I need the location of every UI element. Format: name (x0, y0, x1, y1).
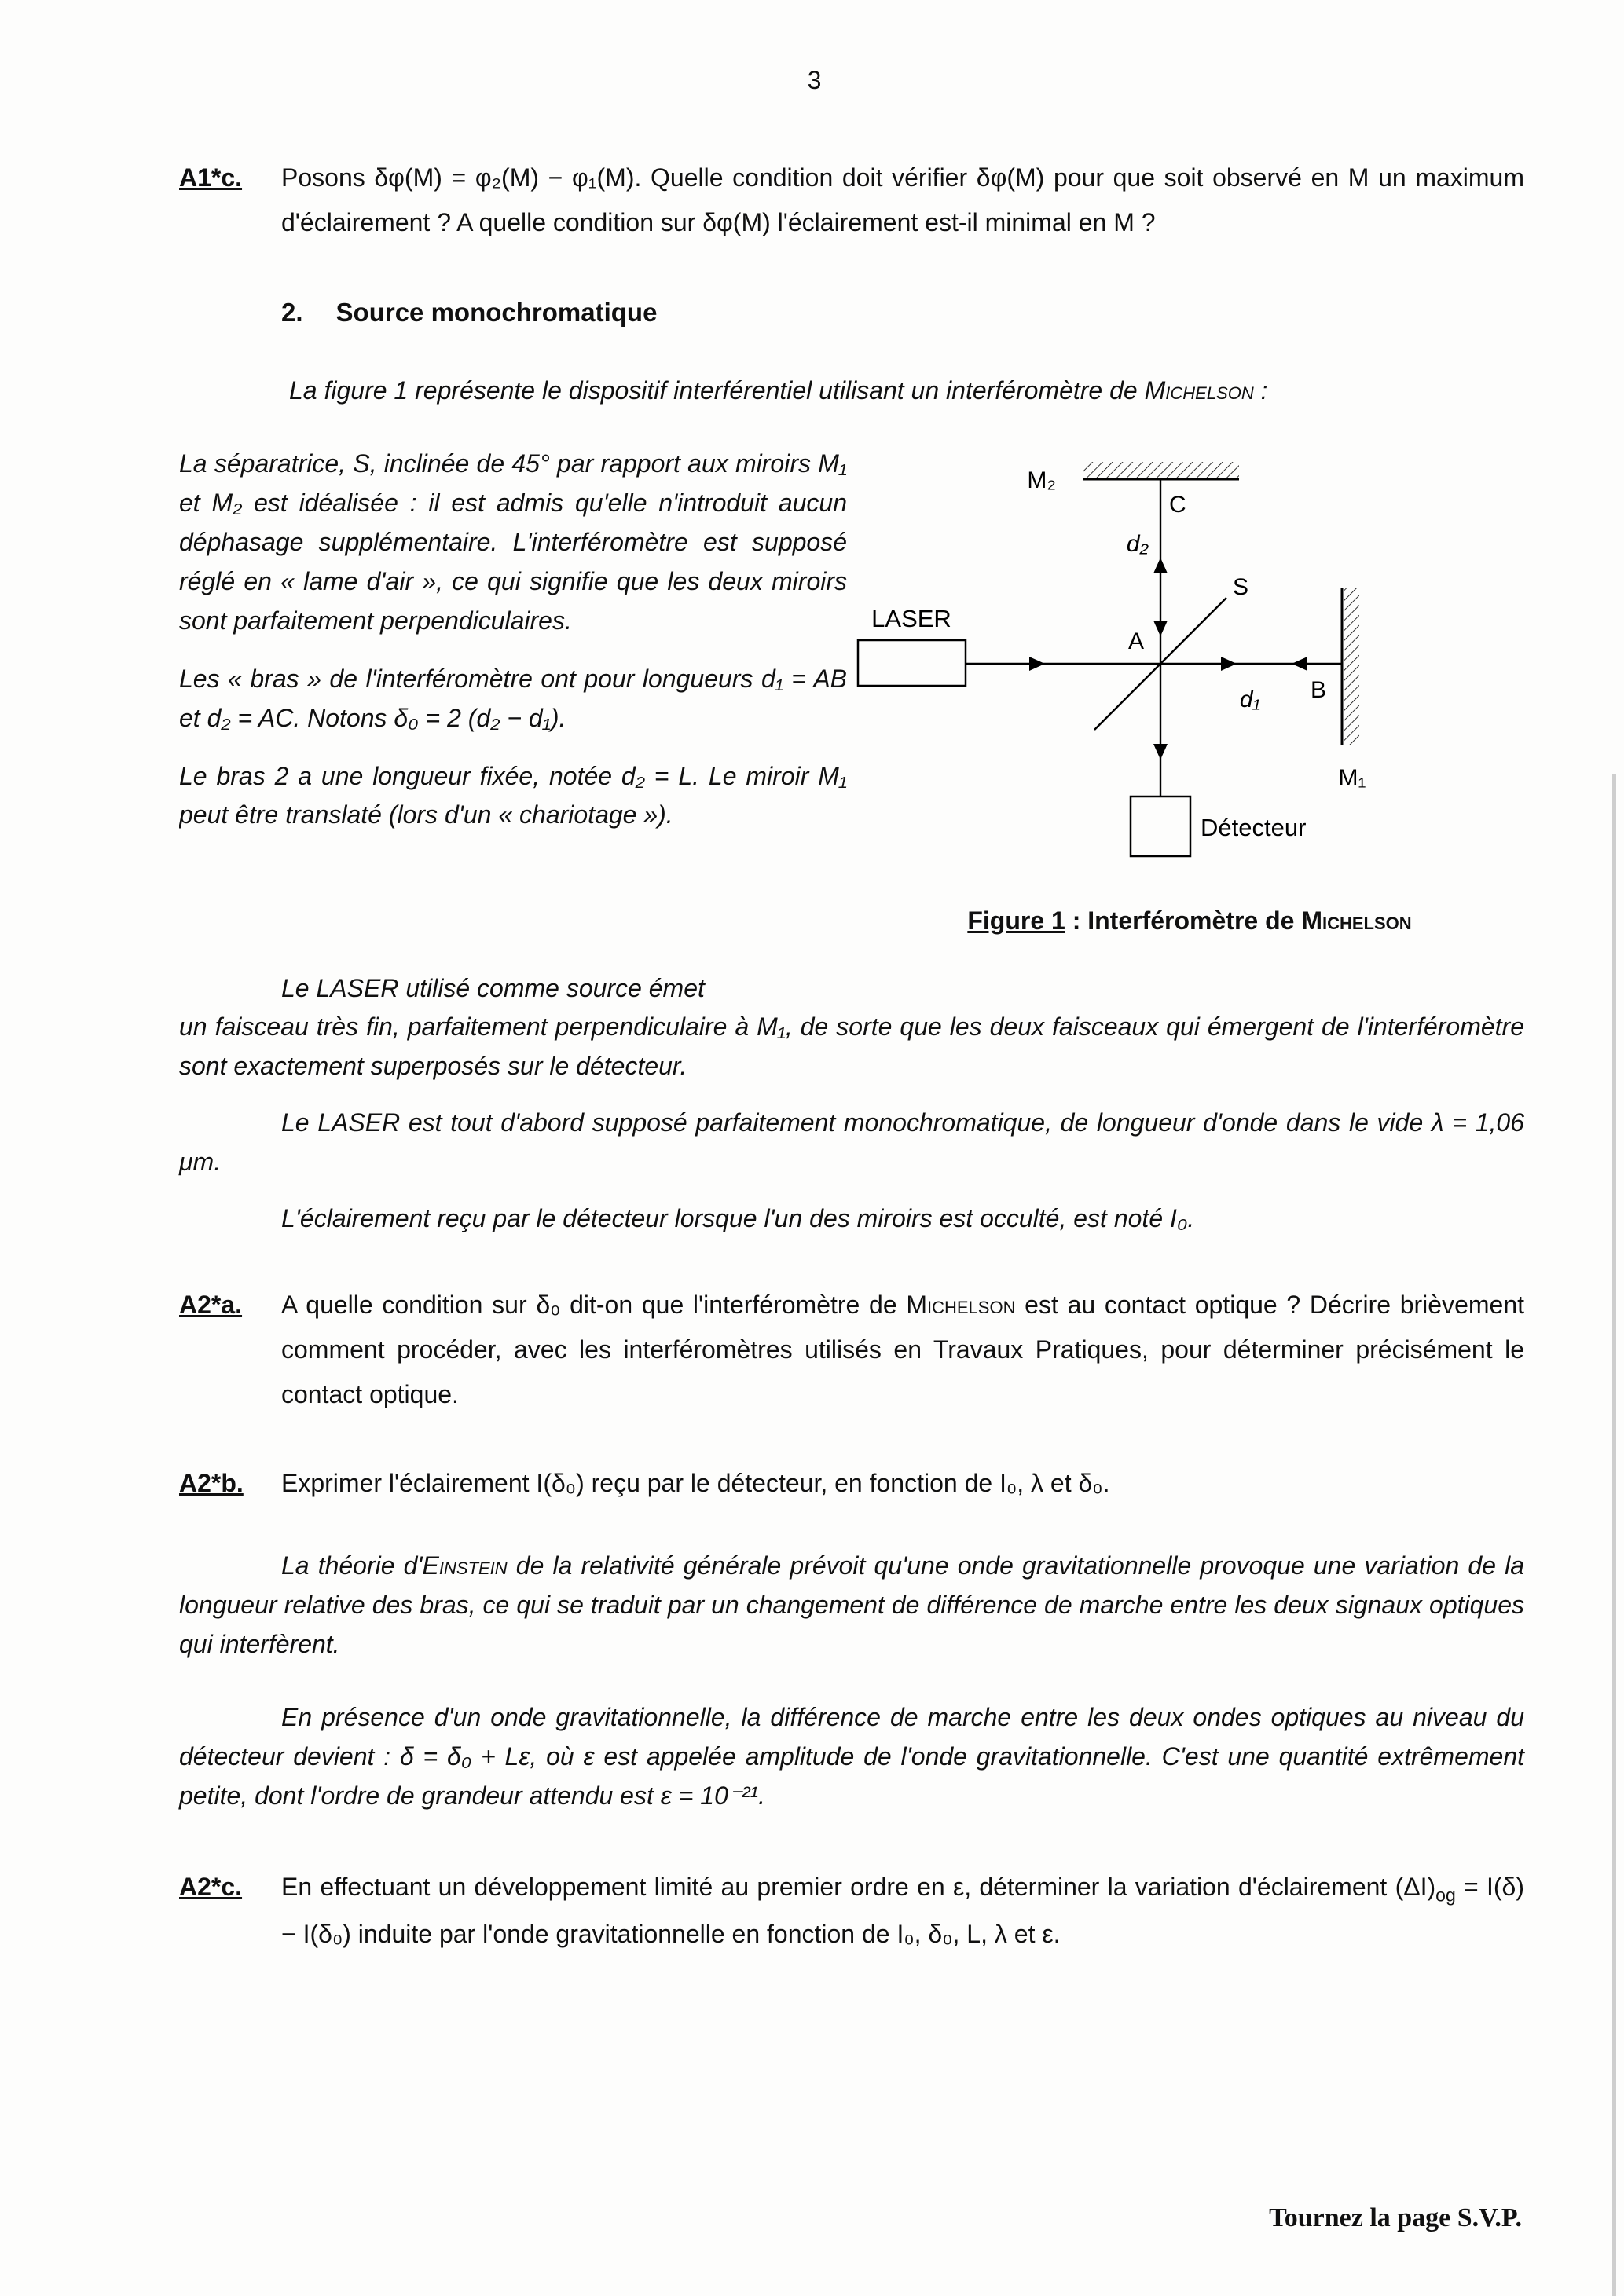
figure-caption-michelson: Michelson (1301, 906, 1412, 936)
arrow-down-from-m2-icon (1153, 621, 1168, 636)
question-a1c-label: A1*c. (179, 163, 243, 192)
page-number: 3 (807, 66, 822, 94)
label-m2: M₂ (1027, 467, 1056, 494)
arrow-up-to-m2-icon (1153, 558, 1168, 573)
mirror-m2-hatch (1083, 462, 1239, 479)
label-d2: d₂ (1126, 531, 1149, 558)
section-number: 2. (281, 297, 303, 327)
laser-paragraph-rest: un faisceau très fin, parfaitement perpendiculaire à M₁, de sorte que les deux faisceaux qui émergent de l'interféromètre sont exactement superposés sur le détecteur. (179, 1013, 1524, 1081)
arrow-down-to-detector-icon (1153, 744, 1168, 760)
text-run: = I(δ) − I(δ₀) induite par l'onde gravitationnelle en fonction de I₀, δ₀, L, λ et ε. (281, 1873, 1524, 1948)
intro-michelson-name: Michelson (1144, 375, 1254, 405)
figure-caption (855, 902, 1524, 941)
section-title: Source monochromatique (335, 297, 658, 327)
figure-row (179, 445, 1524, 941)
einstein-name: Einstein (422, 1551, 508, 1580)
question-a1c (179, 156, 1524, 245)
question-a2b-text: Exprimer l'éclairement I(δ₀) reçu par le détecteur, en fonction de I₀, λ et δ₀. (281, 1468, 1110, 1497)
column-paragraph-2: Les « bras » de l'interféromètre ont pour longueurs d₁ = AB et d₂ = AC. Notons δ₀ = 2 (d₂ − d₁). (179, 664, 847, 732)
label-c: C (1169, 492, 1186, 518)
laser-label: LASER (871, 605, 951, 633)
detector-box (1131, 796, 1190, 856)
arrow-right-to-m1-icon (1221, 657, 1237, 671)
text-run: A quelle condition sur δ₀ dit-on que l'interféromètre de (281, 1290, 907, 1319)
question-a2c (179, 1865, 1524, 1956)
question-a2b (179, 1461, 1524, 1506)
laser-box (858, 640, 966, 686)
figure-caption-text: Interféromètre de (1087, 906, 1302, 936)
text-run: de la relativité générale prévoit qu'une onde gravitationnelle provoque une variation de la longueur relative des bras, ce qui se traduit par un changement de différence de marche entre les deux signaux optiques qui interfèrent. (179, 1551, 1525, 1658)
question-a1c-text: Posons δφ(M) = φ₂(M) − φ₁(M). Quelle condition doit vérifier δφ(M) pour que soit observé en M un maximum d'éclairement ? A quelle condition sur δφ(M) l'éclairement est-il minimal en M ? (281, 163, 1524, 236)
question-a2c-text (281, 1865, 1524, 1956)
onde-paragraph: En présence d'un onde gravitationnelle, la différence de marche entre les deux ondes optiques au niveau du détecteur devient : δ = δ₀ + Lε, où ε est appelée amplitude de l'onde gravitationnelle. C'est une quantité extrêmement petite, dont l'ordre de grandeur attendu est ε = 10⁻²¹. (179, 1703, 1524, 1811)
turn-page-footer: Tournez la page S.V.P. (1269, 2203, 1522, 2233)
intro-text-post: : (1253, 375, 1268, 405)
column-paragraph-1: La séparatrice, S, inclinée de 45° par rapport aux miroirs M₁ et M₂ est idéalisée : il est admis qu'elle n'introduit aucun déphasage supplémentaire. L'interféromètre est supposé réglé en « lame d'air », ce qui signifie que les deux miroirs sont parfaitement perpendiculaires. (179, 449, 847, 635)
scan-edge-artifact (1612, 774, 1616, 2296)
label-d1: d₁ (1239, 687, 1261, 713)
question-a2a-text (281, 1283, 1524, 1417)
label-b: B (1311, 677, 1327, 704)
question-a2a-label: A2*a. (179, 1290, 243, 1319)
figure-caption-label: Figure 1 (967, 906, 1065, 936)
column-paragraph-3: Le bras 2 a une longueur fixée, notée d₂ = L. Le miroir M₁ peut être translaté (lors d'un « chariotage »). (179, 761, 847, 829)
question-a2a (179, 1283, 1524, 1417)
eclairement-paragraph: L'éclairement reçu par le détecteur lorsque l'un des miroirs est occulté, est noté I₀. (281, 1204, 1195, 1233)
label-detector: Détecteur (1201, 814, 1307, 842)
intro-line (289, 372, 1524, 411)
label-m1: M₁ (1338, 765, 1366, 792)
figure-1 (855, 449, 1524, 941)
figure-caption-sep: : (1065, 906, 1088, 936)
question-a2b-label: A2*b. (179, 1468, 244, 1497)
label-a: A (1127, 628, 1144, 655)
einstein-paragraph (179, 1547, 1524, 1664)
laser-paragraph-first-line: Le LASER utilisé comme source émet (281, 973, 705, 1002)
michelson-name: Michelson (906, 1290, 1016, 1319)
mirror-m1-hatch (1344, 588, 1359, 745)
subscript-og: og (1435, 1884, 1456, 1906)
question-a2c-label: A2*c. (179, 1873, 243, 1902)
michelson-diagram (855, 449, 1524, 889)
arrow-left-from-m1-icon (1292, 657, 1307, 671)
text-run: En effectuant un développement limité au premier ordre en ε, déterminer la variation d'éclairement (ΔI) (281, 1873, 1436, 1902)
text-run: La théorie d' (281, 1551, 423, 1580)
intro-text-pre: La figure 1 représente le dispositif interférentiel utilisant un interféromètre de (289, 375, 1145, 405)
arrow-right-laser-icon (1029, 657, 1045, 671)
label-s: S (1233, 574, 1249, 601)
text-run: est au contact optique ? Décrire brièvement comment procéder, avec les interféromètres utilisés en Travaux Pratiques, pour déterminer précisément le contact optique. (281, 1290, 1525, 1408)
laser-monochromatic-paragraph: Le LASER est tout d'abord supposé parfaitement monochromatique, de longueur d'onde dans le vide λ = 1,06 μm. (179, 1108, 1524, 1177)
section-heading (281, 292, 1524, 332)
